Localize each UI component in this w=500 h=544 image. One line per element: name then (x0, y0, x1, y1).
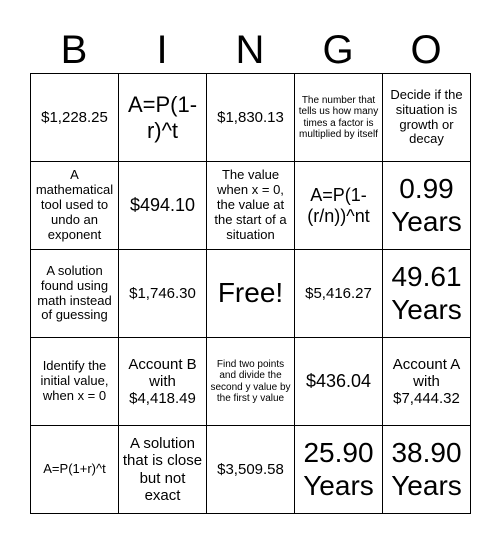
bingo-cell[interactable]: $494.10 (119, 162, 207, 250)
bingo-cell[interactable]: Identify the initial value, when x = 0 (31, 338, 119, 426)
bingo-cell[interactable]: $1,228.25 (31, 74, 119, 162)
bingo-cell[interactable]: $1,830.13 (207, 74, 295, 162)
header-letter-i: I (156, 28, 168, 72)
header-letter-n: N (235, 28, 265, 72)
bingo-cell[interactable]: Find two points and divide the second y value by the first y value (207, 338, 295, 426)
bingo-cell[interactable]: 49.61 Years (383, 250, 471, 338)
bingo-cell[interactable]: A mathematical tool used to undo an exponent (31, 162, 119, 250)
header-letter-b: B (60, 28, 88, 72)
bingo-cell[interactable]: A=P(1-r)^t (119, 74, 207, 162)
bingo-cell[interactable]: Decide if the situation is growth or decay (383, 74, 471, 162)
free-space-cell[interactable]: Free! (207, 250, 295, 338)
bingo-cell[interactable]: $3,509.58 (207, 426, 295, 514)
bingo-cell[interactable]: $5,416.27 (295, 250, 383, 338)
bingo-grid (30, 73, 471, 514)
bingo-cell[interactable]: The number that tells us how many times a factor is multiplied by itself (295, 74, 383, 162)
header-letter-g: G (322, 28, 354, 72)
grid-row (31, 74, 471, 162)
grid-row (31, 426, 471, 514)
bingo-cell[interactable]: A=P(1+r)^t (31, 426, 119, 514)
bingo-cell[interactable]: A=P(1-(r/n))^nt (295, 162, 383, 250)
grid-row (31, 338, 471, 426)
grid-row (31, 250, 471, 338)
bingo-header (30, 28, 470, 72)
bingo-cell[interactable]: 25.90 Years (295, 426, 383, 514)
bingo-cell[interactable]: Account A with $7,444.32 (383, 338, 471, 426)
grid-row (31, 162, 471, 250)
bingo-cell[interactable]: $1,746.30 (119, 250, 207, 338)
bingo-cell[interactable]: $436.04 (295, 338, 383, 426)
bingo-cell[interactable]: The value when x = 0, the value at the start of a situation (207, 162, 295, 250)
bingo-cell[interactable]: A solution found using math instead of guessing (31, 250, 119, 338)
bingo-cell[interactable]: Account B with $4,418.49 (119, 338, 207, 426)
header-letter-o: O (410, 28, 442, 72)
bingo-cell[interactable]: 38.90 Years (383, 426, 471, 514)
bingo-cell[interactable]: 0.99 Years (383, 162, 471, 250)
bingo-cell[interactable]: A solution that is close but not exact (119, 426, 207, 514)
